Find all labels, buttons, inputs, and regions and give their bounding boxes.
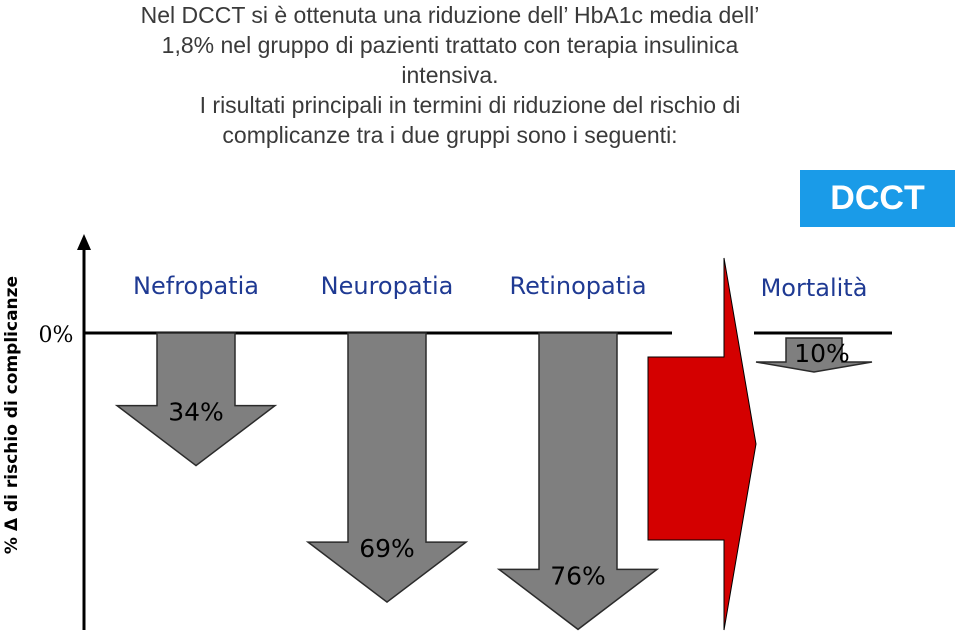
intro-line-4: I risultati principali in termini di riduzione del rischio di	[199, 92, 741, 118]
category-label-retinopatia: Retinopatia	[509, 272, 647, 300]
intro-line-3: intensiva.	[401, 62, 499, 88]
y-axis-label: % Δ di rischio di complicanze	[2, 275, 22, 555]
baseline-label: 0%	[38, 323, 74, 348]
category-label-nefropatia: Nefropatia	[133, 272, 259, 300]
category-label-neuropatia: Neuropatia	[320, 272, 454, 300]
value-label-nefropatia: 34%	[168, 397, 224, 427]
intro-line-1: Nel DCCT si è ottenuta una riduzione dell’ HbA1c media dell’	[140, 2, 760, 28]
intro-line-2: 1,8% nel gruppo di pazienti trattato con terapia insulinica	[161, 32, 739, 58]
category-label-mortalita: Mortalità	[760, 274, 868, 302]
value-label-mortalita: 10%	[794, 339, 850, 368]
y-axis-arrowhead	[77, 234, 91, 250]
dcct-badge: DCCT	[800, 170, 955, 227]
value-label-retinopatia: 76%	[550, 561, 606, 591]
intro-line-5: complicanze tra i due gruppi sono i seguenti:	[222, 122, 678, 148]
separator-arrow	[648, 258, 756, 630]
value-label-neuropatia: 69%	[359, 534, 415, 564]
